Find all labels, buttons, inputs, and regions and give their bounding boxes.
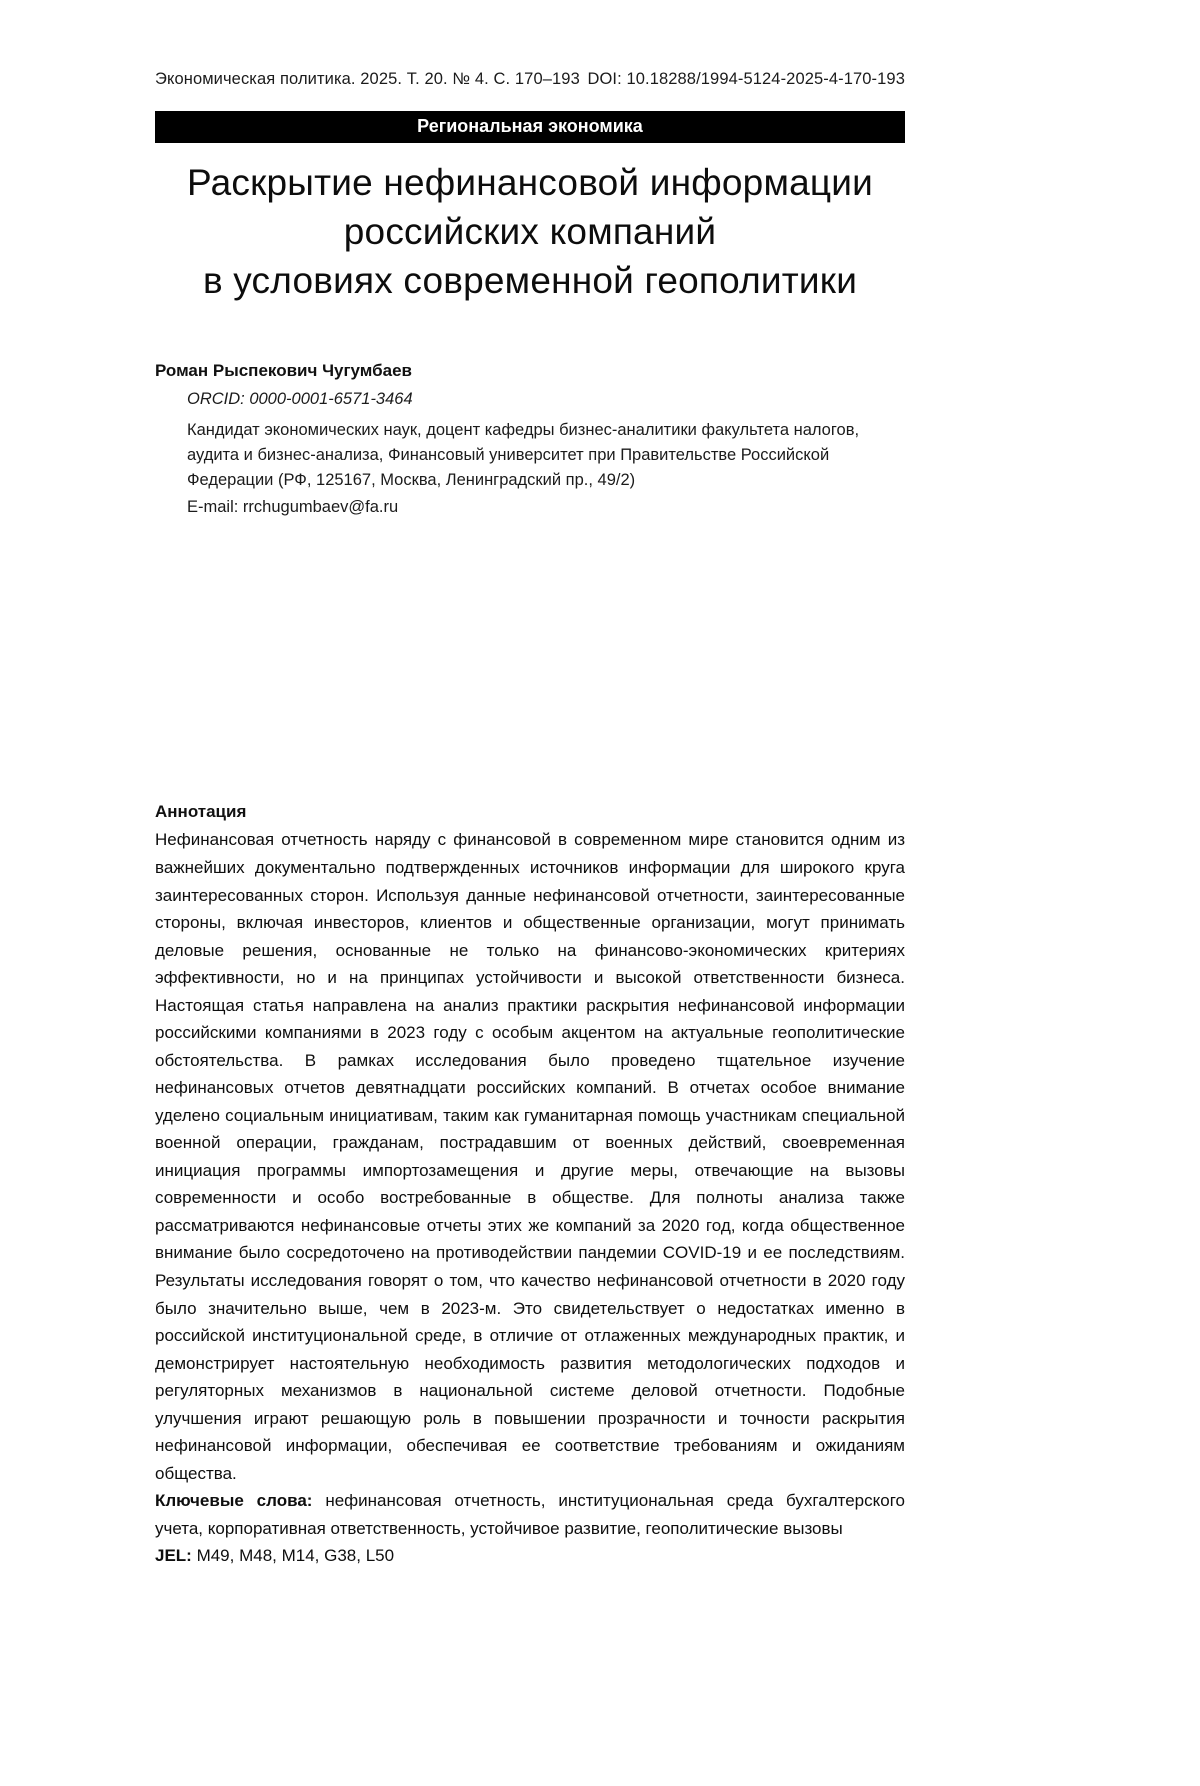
author-email: E-mail: rrchugumbaev@fa.ru bbox=[187, 497, 399, 516]
journal-reference: Экономическая политика. 2025. Т. 20. № 4. С. 170–193 bbox=[155, 70, 580, 88]
jel-text: M49, M48, M14, G38, L50 bbox=[191, 1546, 395, 1566]
abstract-text: Нефинансовая отчетность наряду с финансовой в современном мире становится одним из важнейших документально подтвержденных источников информации для широкого круга заинтересованных сторон. Используя данные нефинансовой отчетности, заинтересованные стороны, включая инвесторов, клиентов и общественные организации, могут принимать деловые решения, основанные не только на финансово-экономических критериях эффективности, но и на принципах устойчивости и высокой ответственности бизнеса. Настоящая статья направлена на анализ практики раскрытия нефинансовой информации российскими компаниями в 2023 году с особым акцентом на актуальные геополитические обстоятельства. В рамках исследования было проведено тщательное изучение нефинансовых отчетов девятнадцати российских компаний. В отчетах особое внимание уделено социальным инициативам, таким как гуманитарная помощь участникам специальной военной операции, гражданам, пострадавшим от военных действий, своевременная инициация программы импортозамещения и другие меры, отвечающие на вызовы современности и особо востребованные в обществе. Для полноты анализа также рассматриваются нефинансовые отчеты этих же компаний за 2020 год, когда общественное внимание было сосредоточено на противодействии пандемии COVID-19 и ее последствиям. Результаты исследования говорят о том, что качество нефинансовой отчетности в 2020 году было значительно выше, чем в 2023-м. Это свидетельствует о недостатках именно в российской институциональной среде, в отличие от отлаженных международных практик, и демонстрирует настоятельную необходимость развития методологических подходов и регуляторных механизмов в национальной системе деловой отчетности. Подобные улучшения играют решающую роль в повышении прозрачности и точности раскрытия нефинансовой информации, обеспечивая ее соответствие требованиям и ожиданиям общества. bbox=[155, 830, 905, 1483]
jel-label: JEL: bbox=[155, 1546, 192, 1566]
keywords-label: Ключевые слова: bbox=[155, 1491, 313, 1511]
author-block bbox=[155, 361, 905, 519]
page-content bbox=[155, 70, 905, 1570]
doi-text: DOI: 10.18288/1994-5124-2025-4-170-193 bbox=[587, 70, 905, 88]
section-banner: Региональная экономика bbox=[155, 111, 905, 143]
keywords-line bbox=[155, 1487, 905, 1542]
article-title-line-3: в условиях современной геополитики bbox=[202, 259, 858, 301]
keywords-text: нефинансовая отчетность, институциональная среда бухгалтерского учета, корпоративная ответственность, устойчивое развитие, геополитические вызовы bbox=[155, 1491, 905, 1538]
running-head bbox=[155, 70, 905, 89]
abstract-heading: Аннотация bbox=[155, 802, 247, 822]
author-name: Роман Рыспекович Чугумбаев bbox=[155, 361, 412, 381]
article-title-line-2: российских компаний bbox=[343, 210, 717, 252]
article-title-line-1: Раскрытие нефинансовой информации bbox=[186, 162, 874, 203]
author-orcid: ORCID: 0000-0001-6571-3464 bbox=[187, 390, 413, 409]
article-title bbox=[155, 159, 905, 305]
jel-line bbox=[155, 1542, 905, 1570]
author-affiliation: Кандидат экономических наук, доцент кафедры бизнес-аналитики факультета налогов, аудита и бизнес-анализа, Финансовый университет при Правительстве Российской Федерации (РФ, 125167, Москва, Ленинградский пр., 49/2) bbox=[187, 421, 860, 489]
